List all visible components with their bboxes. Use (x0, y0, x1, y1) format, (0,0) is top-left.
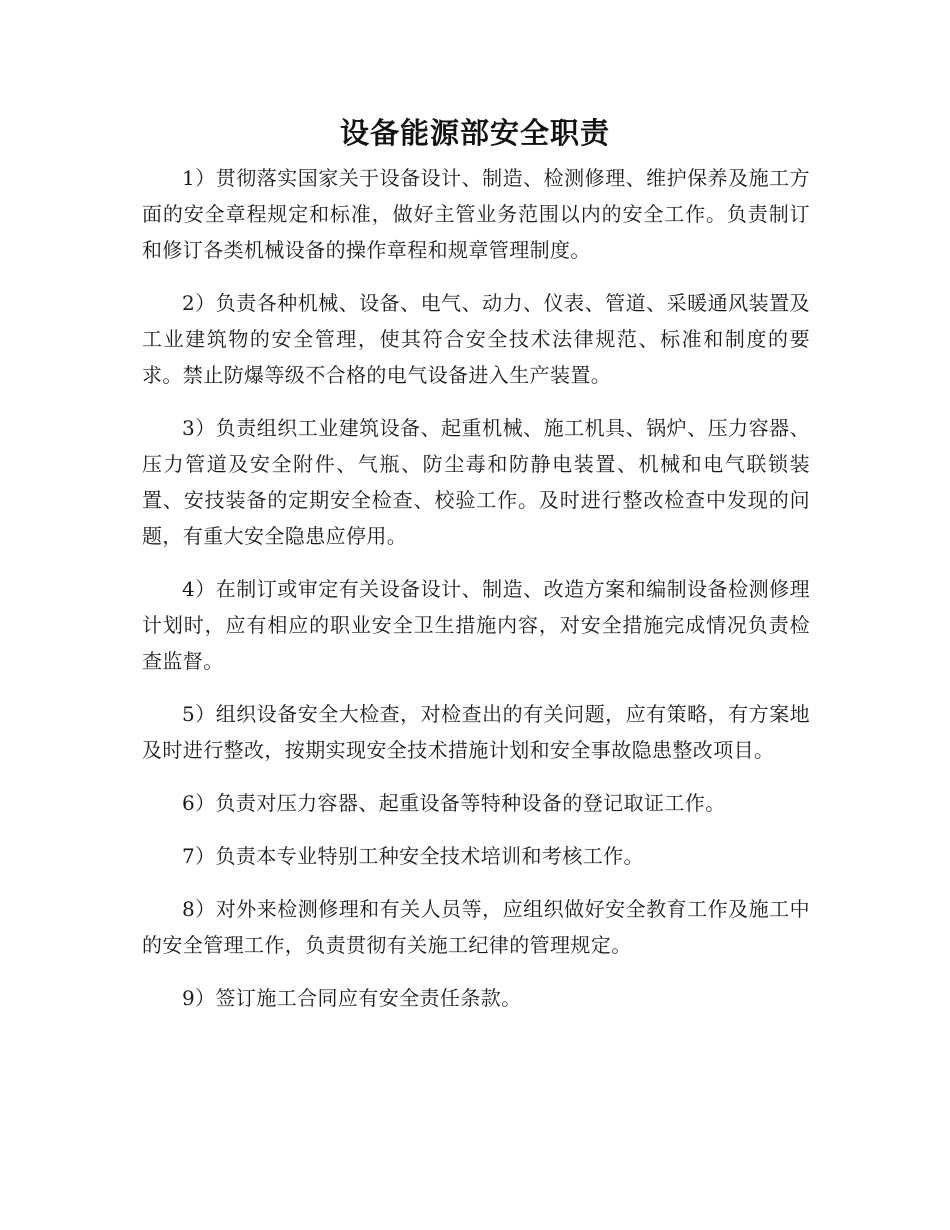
paragraph-7: 7）负责本专业特别工种安全技术培训和考核工作。 (182, 844, 644, 868)
document-body (142, 160, 810, 1033)
document-title: 设备能源部安全职责 (339, 116, 610, 150)
paragraph-6: 6）负责对压力容器、起重设备等特种设备的登记取证工作。 (182, 791, 726, 815)
paragraph-5: 5）组织设备安全大检查，对检查出的有关问题，应有策略，有方案地及时进行整改，按期实现安全技术措施计划和安全事故隐患整改项目。 (142, 702, 810, 762)
paragraph-3: 3）负责组织工业建筑设备、起重机械、施工机具、锅炉、压力容器、压力管道及安全附件、气瓶、防尘毒和防静电装置、机械和电气联锁装置、安技装备的定期安全检查、校验工作。及时进行整改检查中发现的问题，有重大安全隐患应停用。 (142, 416, 810, 548)
paragraph-9: 9）签订施工合同应有安全责任条款。 (182, 986, 522, 1010)
paragraph-8: 8）对外来检测修理和有关人员等，应组织做好安全教育工作及施工中的安全管理工作，负责贯彻有关施工纪律的管理规定。 (142, 897, 810, 957)
paragraph-2: 2）负责各种机械、设备、电气、动力、仪表、管道、采暖通风装置及工业建筑物的安全管理，使其符合安全技术法律规范、标准和制度的要求。禁止防爆等级不合格的电气设备进入生产装置。 (142, 291, 810, 387)
paragraph-4: 4）在制订或审定有关设备设计、制造、改造方案和编制设备检测修理计划时，应有相应的职业安全卫生措施内容，对安全措施完成情况负责检查监督。 (142, 577, 810, 673)
paragraph-1: 1）贯彻落实国家关于设备设计、制造、检测修理、维护保养及施工方面的安全章程规定和标准，做好主管业务范围以内的安全工作。负责制订和修订各类机械设备的操作章程和规章管理制度。 (142, 166, 810, 262)
